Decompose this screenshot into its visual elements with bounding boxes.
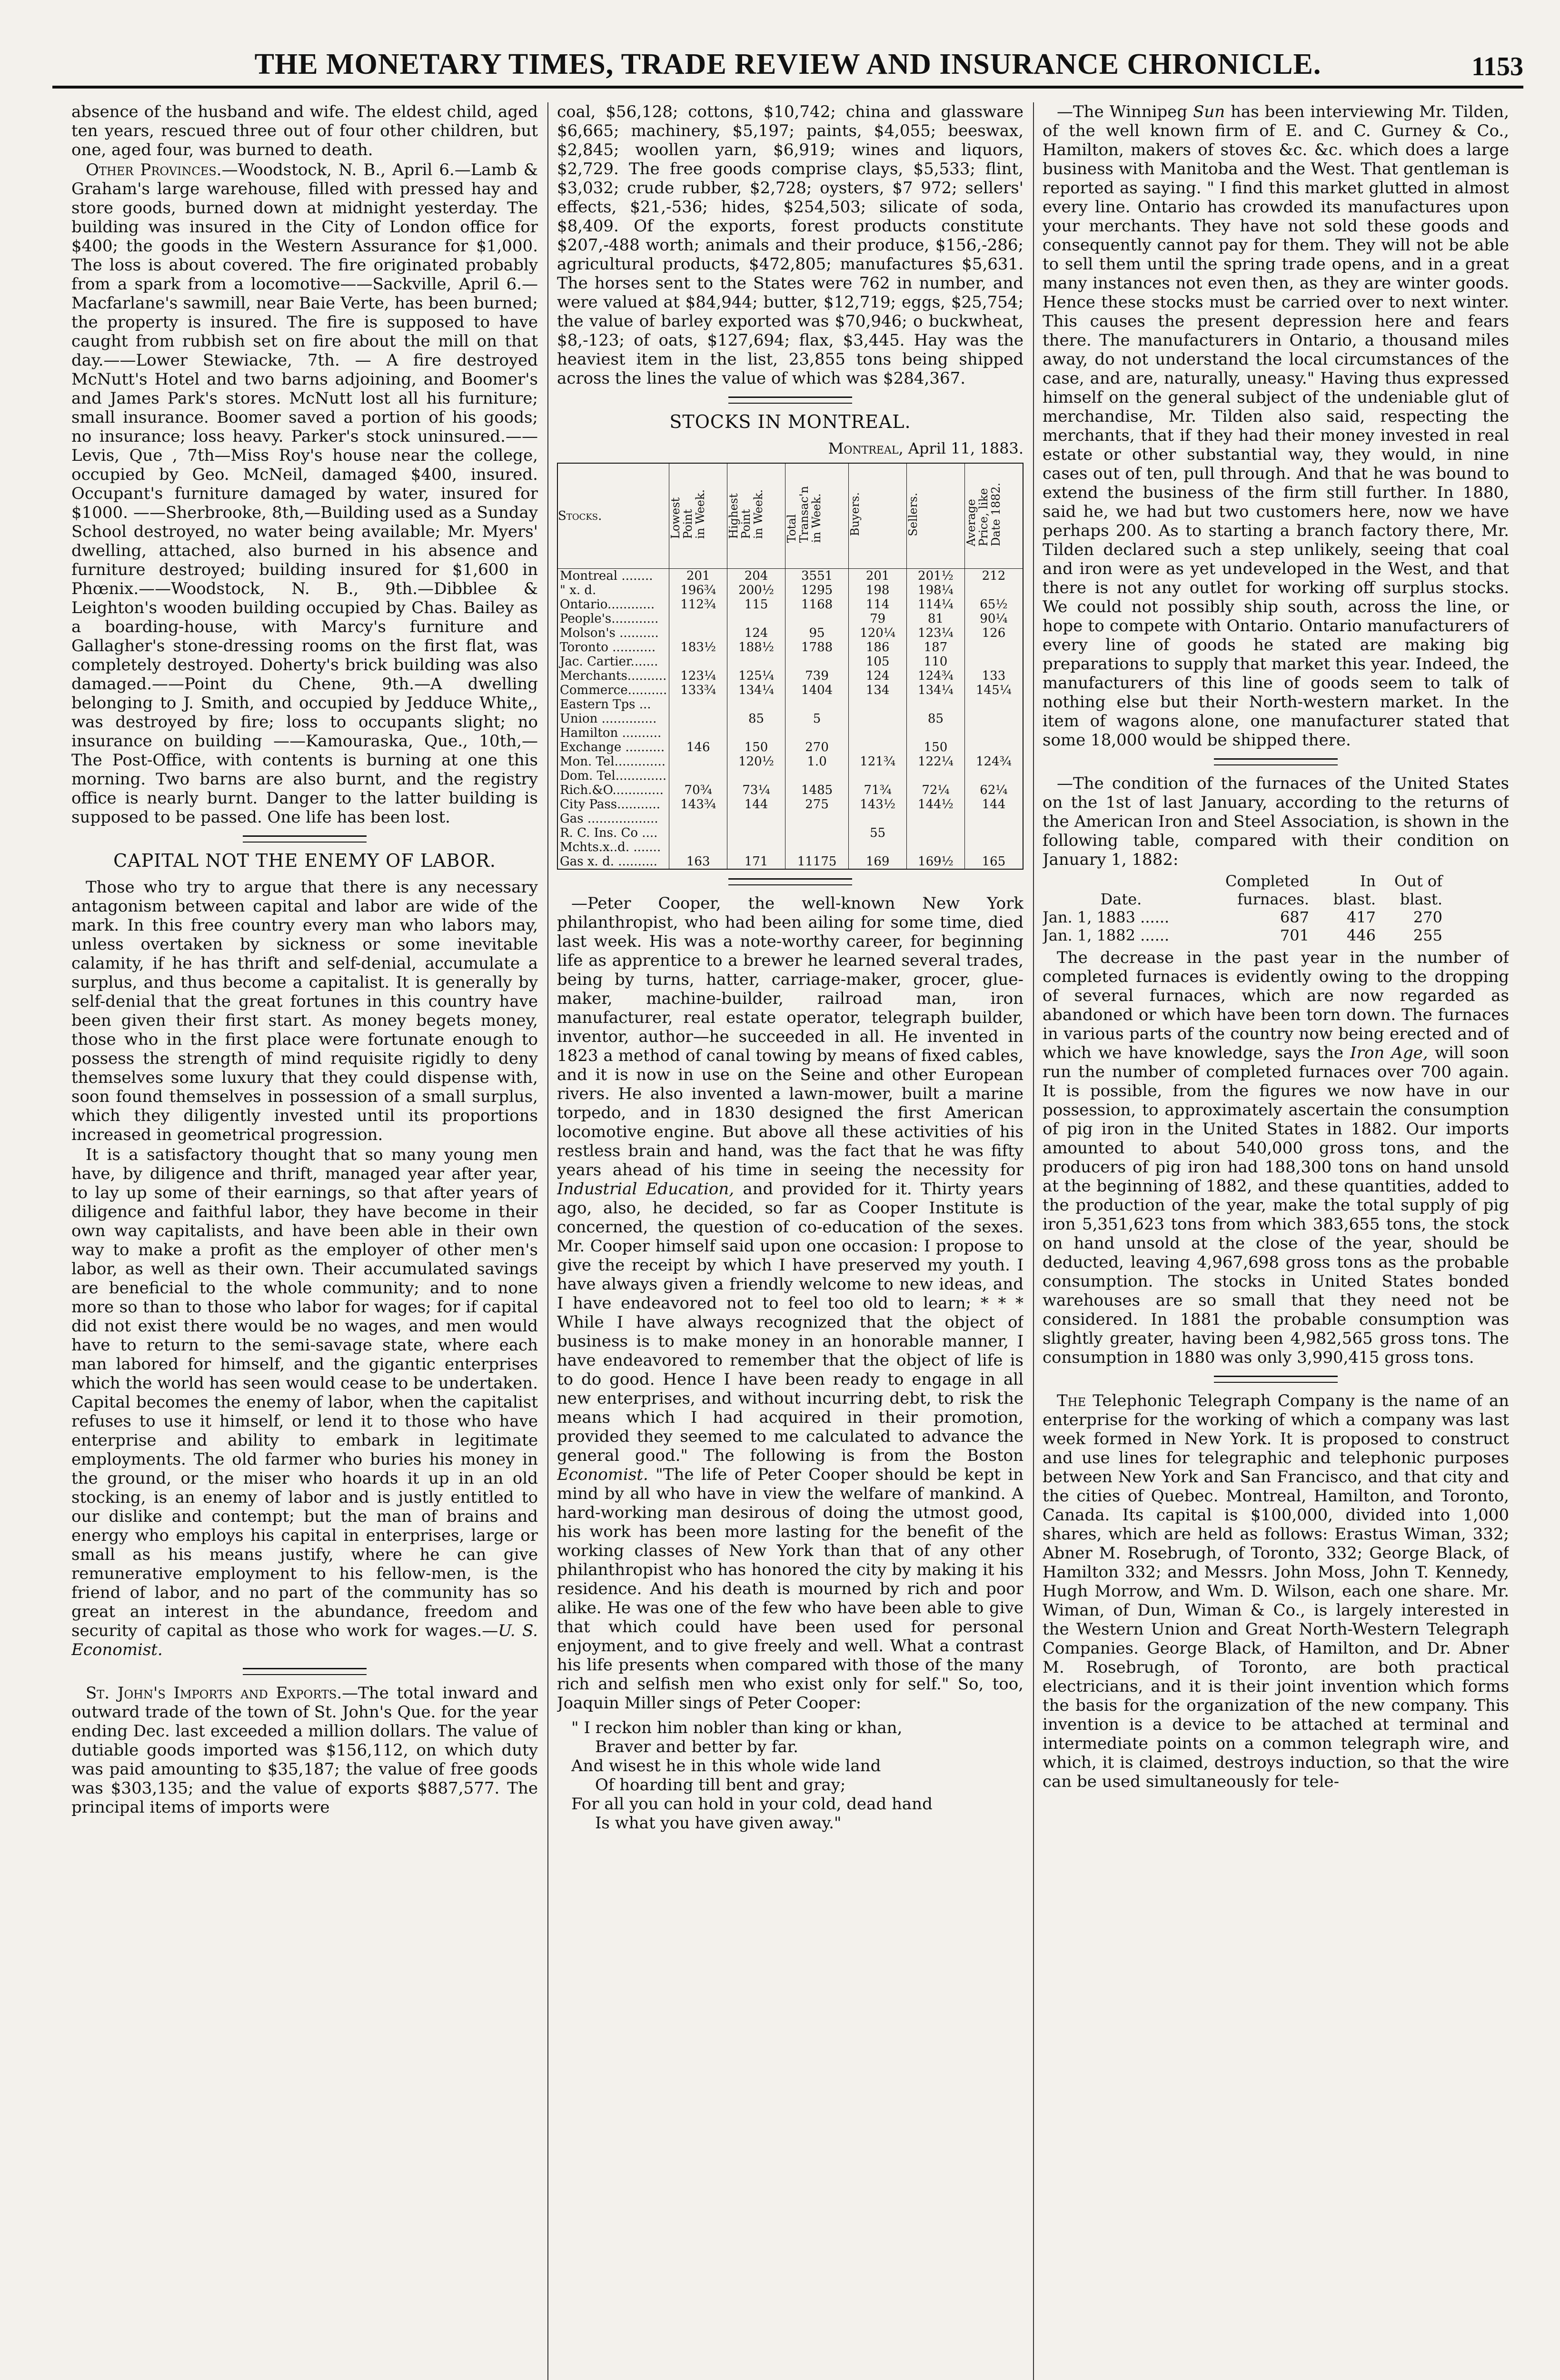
stock-value <box>669 654 727 669</box>
stock-name: Gas .................. <box>557 812 669 826</box>
stock-value: 11175 <box>785 854 848 869</box>
stock-value: 1788 <box>785 640 848 654</box>
stocks-row <box>557 783 1023 797</box>
furnace-header-row: Date. furnaces. blast. blast. <box>1100 890 1442 908</box>
stocks-row <box>557 669 1023 683</box>
stock-name: Rich.&O............. <box>557 783 669 797</box>
stock-name: Commerce.......... <box>557 683 669 697</box>
stock-value <box>727 812 785 826</box>
stock-value: 120½ <box>727 754 785 769</box>
stock-name: Union .............. <box>557 712 669 726</box>
stocks-row <box>557 840 1023 854</box>
stock-value: 171 <box>727 854 785 869</box>
capital-source: U. S. Economist. <box>71 1621 538 1659</box>
stock-value: 204 <box>727 569 785 584</box>
stock-name: Montreal ........ <box>557 569 669 584</box>
stock-value: 85 <box>907 712 965 726</box>
miller-verse <box>571 1718 1023 1833</box>
stock-name: Dom. Tel............. <box>557 769 669 783</box>
stocks-row <box>557 740 1023 754</box>
stock-value <box>907 726 965 740</box>
other-provinces-text: —Woodstock, N. B., April 6.—Lamb & Graham's large warehouse, filled with pressed hay and store goods, burned down at midnight yesterday. The building was insured in the City of London office for $400; the goods in the Western Assurance for $1,000. The loss is about covered. The fire originated probably from a spark from a locomotive——Sackville, April 6.—Macfarlane's sawmill, near Baie Verte, has been burned; the property is insured. The fire is supposed to have caught from rubbish set on fire about the mill on that day.——Lower Stewiacke, 7th. — A fire destroyed McNutt's Hotel and two barns adjoining, and Boomer's and James Park's stores. McNutt lost all his furniture; small insurance. Boomer saved a portion of his goods; no insurance; loss heavy. Parker's stock uninsured.——Levis, Que , 7th—Miss Roy's house near the college, occupied by Geo. McNeil, damaged $400, insured. Occupant's furniture damaged by water, insured for $1000. ——Sherbrooke, 8th,—Building used as a Sunday School destroyed, no water being available; Mr. Myers' dwelling, attached, also burned in his absence and furniture destroyed; building insured for $1,600 in Phœnix.——Woodstock, N. B., 9th.—Dibblee & Leighton's wooden building occupied by Chas. Bailey as a boarding-house, with Marcy's furniture and Gallagher's stone-dressing rooms on the first flat, was completely destroyed. Doherty's brick building was also damaged.——Point du Chene, 9th.—A dwelling belonging to J. Smith, and occupied by Jedduce White,, was destroyed by fire; loss to occupants slight; no insurance on building ——Kamouraska, Que., 10th,—The Post-Office, with contents is burning at one this morning. Two barns are also burnt, and the registry office is nearly burnt. Danger to the latter building is supposed to be passed. One life has been lost. <box>71 160 538 827</box>
stocks-row <box>557 826 1023 840</box>
stocks-row <box>557 797 1023 812</box>
stock-value: 143½ <box>849 797 907 812</box>
stock-value <box>727 769 785 783</box>
stock-value <box>964 654 1023 669</box>
stocks-row <box>557 769 1023 783</box>
stocks-col-header: Highest Point in Week. <box>727 463 785 569</box>
section-divider <box>243 835 367 843</box>
stock-value: 165 <box>964 854 1023 869</box>
stock-value: 169½ <box>907 854 965 869</box>
stock-value: 124 <box>849 669 907 683</box>
furnace-intro: —The condition of the furnaces of the United States on the 1st of last January, according to the returns of the American Iron and Steel Association, is shown in the following table, compared with their condition on January 1, 1882: <box>1043 774 1509 869</box>
stock-value: 3551 <box>785 569 848 584</box>
stock-value: 186 <box>849 640 907 654</box>
telephonic-paragraph: The Telephonic Telegraph Company is the name of an enterprise for the working of which a company was last week formed in New York. It is proposed to construct and use lines for telegraphic and telephonic purposes between New York and San Francisco, and that city and the cities of Quebec. Montreal, Hamilton, and Toronto, Canada. Its capital is $100,000, divided into 1,000 shares, which are held as follows: Erastus Wiman, 332; Abner M. Rosebrugh, of Toronto, 332; George Black, of Hamilton 332; and Messrs. John Moss, John T. Kennedy, Hugh Morrow, and Wm. D. Wilson, each one share. Mr. Wiman, of Dun, Wiman & Co., is largely interested in the Western Union and Great North-Western Telegraph Companies. George Black, of Hamilton, and Dr. Abner M. Rosebrugh, of Toronto, are both practical electricians, and it is their joint invention which forms the basis for the organization of the new company. This invention is a device to be attached at terminal and intermediate points on a common telegraph wire, and which, it is claimed, destroys induction, so that the wire can be used simultaneously for tele- <box>1043 1391 1509 1791</box>
boston-economist: Economist. <box>557 1465 648 1484</box>
stock-value: 133¾ <box>669 683 727 697</box>
stock-value: 146 <box>669 740 727 754</box>
furnace-row: Jan. 1, 1883 ...... 687 417 270 <box>1043 908 1442 926</box>
stock-value: 150 <box>727 740 785 754</box>
stocks-col-header: Lowest Point in Week. <box>669 463 727 569</box>
peter-cooper-paragraph: —Peter Cooper, the well-known New York philanthropist, who had been ailing for some time, died last week. His was a note-worthy career, for beginning life as apprentice to a brewer he learned several trades, being by turns, hatter, carriage-maker, grocer, glue-maker, machine-builder, railroad man, iron manufacturer, real estate operator, telegraph builder, inventor, author—he succeeded in all. He invented in 1823 a method of canal towing by means of fixed cables, and it is now in use on the Seine and other European rivers. He also invented a lawn-mower, built a marine torpedo, and in 1830 designed the first American locomotive engine. But above all these activities of his restless brain and hand, was the fact that he was fifty years ahead of his time in seeing the necessity for Industrial Education, and provided for it. Thirty years ago, also, he decided, so far as Cooper Institute is concerned, the question of co-education of the sexes. Mr. Cooper himself said upon one occasion: I propose to give the receipt by which I have preserved my youth. I have always given a friendly welcome to new ideas, and I have endeavored not to feel too old to learn; * * * While I have always recognized that the object of business is to make money in an honorable manner, I have endeavored to remember that the object of life is to do good. Hence I have been ready to engage in all new enterprises, and without incurring debt, to risk the means which I had acquired in their promotion, provided they seemed to me calculated to advance the general good." The following is from the Boston Economist. "The life of Peter Cooper should be kept in mind by all who have in view the welfare of mankind. A hard-working man desirous of doing the utmost good, his work has been more lasting for the benefit of the working classes of New York than that of any other philanthropist who has honored the city by making it his residence. And his death is mourned by rich and poor alike. He was one of the few who have been able to give that which could have been used for personal enjoyment, and to give freely and well. What a contrast his life presents when compared with those of the many rich and selfish men who exist only for self." So, too, Joaquin Miller sings of Peter Cooper: <box>557 894 1023 1713</box>
stock-value: 122¼ <box>907 754 965 769</box>
stock-value <box>964 840 1023 854</box>
stock-name: R. C. Ins. Co .... <box>557 826 669 840</box>
stock-value: 198¼ <box>907 583 965 597</box>
stock-value: 121¾ <box>849 754 907 769</box>
furnace-table <box>1043 872 1509 944</box>
stock-value <box>849 740 907 754</box>
stock-value <box>907 769 965 783</box>
stock-name: Hamilton .......... <box>557 726 669 740</box>
stock-name: Jac. Cartier....... <box>557 654 669 669</box>
iron-age: Iron Age, <box>1350 1043 1428 1062</box>
capital-paragraph-2 <box>71 1145 538 1659</box>
stock-value <box>785 612 848 626</box>
stock-value: 125¼ <box>727 669 785 683</box>
stock-value <box>785 812 848 826</box>
section-divider <box>1214 1376 1338 1383</box>
stock-value <box>727 612 785 626</box>
st-johns-text: —The total inward and outward trade of the town of St. John's Que. for the year ending Dec. last exceeded a million dollars. The value of dutiable goods imported was $156,112, on which duty was paid amounting to $35,187; the value of free goods was $303,135; and the value of exports $887,577. The principal items of imports were <box>71 1684 538 1817</box>
stock-value <box>964 640 1023 654</box>
stock-value <box>727 826 785 840</box>
stocks-row <box>557 583 1023 597</box>
stock-value: 144 <box>964 797 1023 812</box>
stock-value: 183½ <box>669 640 727 654</box>
stock-value: 120¼ <box>849 626 907 640</box>
stocks-row <box>557 569 1023 584</box>
furnace-header-row: Completed In Out of <box>1225 872 1442 890</box>
stock-value: 95 <box>785 626 848 640</box>
stock-value: 739 <box>785 669 848 683</box>
stock-value <box>669 826 727 840</box>
verse-line: Is what you have given away." <box>595 1814 842 1833</box>
stock-value: 133 <box>964 669 1023 683</box>
stock-value: 90¼ <box>964 612 1023 626</box>
stock-value <box>669 812 727 826</box>
stock-value: 212 <box>964 569 1023 584</box>
stock-value <box>669 769 727 783</box>
stock-value <box>849 769 907 783</box>
stock-value: 143¾ <box>669 797 727 812</box>
stocks-row <box>557 726 1023 740</box>
stock-value: 201 <box>669 569 727 584</box>
stock-value: 200½ <box>727 583 785 597</box>
masthead-title: THE MONETARY TIMES, TRADE REVIEW AND INSURANCE CHRONICLE. <box>254 48 1322 80</box>
stocks-date-place: Montreal, <box>828 439 904 457</box>
stock-value: 81 <box>907 612 965 626</box>
stock-value: 105 <box>849 654 907 669</box>
stock-name: Merchants.......... <box>557 669 669 683</box>
stock-value: 1404 <box>785 683 848 697</box>
stock-value: 188½ <box>727 640 785 654</box>
stocks-row <box>557 697 1023 712</box>
other-provinces-lead: Other Provinces. <box>86 160 222 179</box>
stock-value: 114 <box>849 597 907 612</box>
stocks-row <box>557 712 1023 726</box>
st-johns-lead: St. John's Imports and Exports. <box>86 1684 342 1703</box>
stock-value: 5 <box>785 712 848 726</box>
stocks-row <box>557 683 1023 697</box>
verse-line: For all you can hold in your cold, dead hand <box>571 1795 933 1814</box>
stock-value <box>964 812 1023 826</box>
stock-value: 62¼ <box>964 783 1023 797</box>
stock-value: 198 <box>849 583 907 597</box>
stock-value: 1295 <box>785 583 848 597</box>
stock-value: 115 <box>727 597 785 612</box>
stocks-col-header: Total Transac'n in Week. <box>785 463 848 569</box>
stock-value: 126 <box>964 626 1023 640</box>
stock-value: 169 <box>849 854 907 869</box>
stock-value: 275 <box>785 797 848 812</box>
stock-value <box>964 740 1023 754</box>
stocks-table-header <box>557 463 1023 569</box>
winnipeg-sun: Sun <box>1193 102 1225 121</box>
stock-value <box>964 697 1023 712</box>
stock-value <box>907 697 965 712</box>
stock-value: 112¾ <box>669 597 727 612</box>
stock-value: 144 <box>727 797 785 812</box>
stock-value <box>785 697 848 712</box>
stock-value: 114¼ <box>907 597 965 612</box>
capital-labor-heading: CAPITAL NOT THE ENEMY OF LABOR. <box>113 850 496 871</box>
stocks-row <box>557 854 1023 869</box>
furnace-paragraph: The decrease in the past year in the number of completed furnaces is evidently owing to the dropping of several furnaces, which are now regarded as abandoned or which have been torn down. The furnaces in various parts of the country now being erected and of which we have knowledge, says the Iron Age, will soon run the number of completed furnaces over 700 again. It is possible, from the figures we now have in our possession, to approximately ascertain the consumption of pig iron in the United States in 1882. Our imports amounted to about 540,000 gross tons, and the producers of pig iron had 188,300 tons on hand unsold at the beginning of 1882, and these quantities, added to the production of the year, make the total supply of pig iron 5,351,623 tons from which 383,655 tons, the stock on hand unsold at the close of the year, should be deducted, leaving 4,967,698 gross tons as the probable consumption. The stocks in United States bonded warehouses are so small that they need not be considered. In 1881 the probable consumption was slightly greater, having been 4,982,565 gross tons. The consumption in 1880 was only 3,990,415 gross tons. <box>1043 948 1509 1367</box>
stocks-row <box>557 812 1023 826</box>
stocks-row <box>557 626 1023 640</box>
stock-value <box>849 726 907 740</box>
stock-value: 70¾ <box>669 783 727 797</box>
page-number: 1153 <box>1471 52 1523 81</box>
stock-value: 1485 <box>785 783 848 797</box>
stock-value <box>785 840 848 854</box>
column-3 <box>1043 102 1509 2380</box>
stocks-date: April 11, 1883. <box>908 439 1023 457</box>
stocks-heading: STOCKS IN MONTREAL. <box>669 411 911 432</box>
stock-name: Gas x. d. .......... <box>557 854 669 869</box>
column-2 <box>557 102 1023 2380</box>
stock-value <box>964 769 1023 783</box>
stock-value <box>785 769 848 783</box>
stock-value: 123¼ <box>907 626 965 640</box>
stock-value <box>669 754 727 769</box>
section-divider <box>1214 758 1338 765</box>
stocks-col-header: Buyers. <box>849 463 907 569</box>
telephonic-lead: The <box>1057 1391 1086 1410</box>
stock-value: 201½ <box>907 569 965 584</box>
stock-value <box>727 654 785 669</box>
stock-name: Molson's .......... <box>557 626 669 640</box>
stock-value <box>727 697 785 712</box>
stock-value: 85 <box>727 712 785 726</box>
stock-value: 73¼ <box>727 783 785 797</box>
stock-value <box>849 812 907 826</box>
stock-value: 79 <box>849 612 907 626</box>
stocks-row <box>557 612 1023 626</box>
stock-value <box>849 697 907 712</box>
stock-value <box>669 612 727 626</box>
furnace-row: Jan. 1, 1882 ...... 701 446 255 <box>1043 926 1442 944</box>
stock-name: Exchange .......... <box>557 740 669 754</box>
fire-report-continued: absence of the husband and wife. The eldest child, aged ten years, rescued three out of four other children, but one, aged four, was burned to death. <box>71 102 538 159</box>
column-1 <box>71 102 538 2380</box>
stock-name: Mon. Tel............. <box>557 754 669 769</box>
stocks-col-header: Average Price, like Date 1882. <box>964 463 1023 569</box>
stock-value <box>727 726 785 740</box>
stock-name: People's............ <box>557 612 669 626</box>
verse-line: And wisest he in this whole wide land <box>571 1756 881 1775</box>
stock-value: 134¼ <box>907 683 965 697</box>
stock-value <box>669 712 727 726</box>
stock-value: 1.0 <box>785 754 848 769</box>
stocks-row <box>557 640 1023 654</box>
verse-line: Braver and better by far. <box>595 1737 798 1756</box>
stock-value <box>785 826 848 840</box>
verse-line: " I reckon him nobler than king or khan, <box>571 1718 903 1737</box>
stock-name: " x. d. <box>557 583 669 597</box>
stock-name: Ontario............ <box>557 597 669 612</box>
stock-value <box>964 826 1023 840</box>
stock-value: 71¾ <box>849 783 907 797</box>
other-provinces-paragraph <box>71 160 538 827</box>
stocks-table <box>557 463 1023 870</box>
stock-value: 55 <box>849 826 907 840</box>
stock-value <box>727 840 785 854</box>
page-header <box>52 14 1523 89</box>
stock-value: 123¼ <box>669 669 727 683</box>
stock-value: 144½ <box>907 797 965 812</box>
stock-value: 134¼ <box>727 683 785 697</box>
stock-name: Mchts.x..d. ....... <box>557 840 669 854</box>
stock-value: 124¾ <box>907 669 965 683</box>
winnipeg-sun-paragraph: —The Winnipeg Sun has been interviewing Mr. Tilden, of the well known firm of E. and C. Gurney & Co., Hamilton, makers of stoves &c. &c. which does a large business with Manitoba and the West. That gentleman is reported as saying. " I find this market glutted in almost every line. Ontario has crowded its manufactures upon your merchants. They have not sold these goods and consequently cannot pay for them. They will not be able to sell them until the spring trade opens, and in a great many instances not even then, as they are winter goods. Hence these stocks must be carried over to next winter. This causes the present depression here and fears there. The manufacturers in Ontario, a thousand miles away, do not understand the local circumstances of the case, and are, naturally, uneasy." Having thus expressed himself on the general subject of the undeniable glut of merchandise, Mr. Tilden also said, respecting the merchants, that if they had their money invested in real estate or other substantial way, they would, in nine cases out of ten, pull through. And that he was bound to extend the business of the firm still further. In 1880, said he, we had but two customers here, now we have perhaps 200. As to starting a branch factory there, Mr. Tilden declared such a step unlikely, seeing that coal and iron were as yet undeveloped in the West, and that there is not any outlet for working off surplus stocks. We could not possibly ship south, across the line, or hope to compete with Ontario. Ontario manufacturers of every line of goods he stated are making big preparations to supply that market this year. Indeed, the manufacturers of this line of goods seem to talk of nothing else but their North-western market. In the item of wagons alone, one manufacturer stated that some 18,000 would be shipped there. <box>1043 102 1509 750</box>
stock-value: 72¼ <box>907 783 965 797</box>
stock-value <box>669 697 727 712</box>
verse-line: Of hoarding till bent and gray; <box>595 1775 846 1795</box>
stock-value <box>907 812 965 826</box>
stock-value <box>907 826 965 840</box>
stock-value: 134 <box>849 683 907 697</box>
section-divider <box>728 878 852 885</box>
section-divider <box>243 1668 367 1675</box>
stock-value <box>964 583 1023 597</box>
capital-paragraph-1: Those who try to argue that there is any necessary antagonism between capital and labor are wide of the mark. In this free country every man who labors may, unless overtaken by sickness or some inevitable calamity, if he has thrift and self-denial, accumulate a surplus, and thus become a capitalist. It is generally by self-denial that the great fortunes in this country have been given their first start. As money begets money, those who in the first place were fortunate enough to possess the strength of mind requisite rigidly to deny themselves some luxury that they could dispense with, soon found themselves in possession of a small surplus, which they diligently invested until its proportions increased in geometrical progression. <box>71 878 538 1144</box>
stock-name: Toronto ........... <box>557 640 669 654</box>
stock-value: 124 <box>727 626 785 640</box>
industrial-education: Industrial Education, <box>557 1180 735 1199</box>
stock-value: 163 <box>669 854 727 869</box>
stock-value: 124¾ <box>964 754 1023 769</box>
stocks-col-header: Stocks. <box>557 463 669 569</box>
stock-value: 187 <box>907 640 965 654</box>
stock-value: 110 <box>907 654 965 669</box>
stock-value <box>964 726 1023 740</box>
stock-value <box>669 726 727 740</box>
capital-paragraph-2-text: It is a satisfactory thought that so many young men have, by diligence and thrift, managed year after year, to lay up some of their earnings, so that after years of diligence and faithful labor, they have become in their own way capitalists, and have been able in their own way to make a profit as the employer of other men's labor, as well as their own. Their accumulated savings are beneficial to the whole community; and to none more so than to those who labor for wages; for if capital did not exist there would be no wages, and men would have to return to the semi-savage state, where each man labored for himself, and the gigantic enterprises which the world has seen would cease to be undertaken. Capital becomes the enemy of labor, when the capitalist refuses to use it himself, or lend it to those who have enterprise and ability to embark in legitimate employments. The old farmer who buries his money in the ground, or the miser who hoards it up in an old stocking, is an enemy of labor and is justly entitled to our dislike and contempt; but the man of brains and energy who employs his capital in enterprises, large or small as his means justify, where he can give remunerative employment to his fellow-men, is the friend of labor, and no part of the community has so great an interest in the abundance, freedom and security of capital as those who work for wages.— <box>71 1145 538 1640</box>
stock-value: 270 <box>785 740 848 754</box>
stock-name: Eastern Tps ... <box>557 697 669 712</box>
stocks-dateline <box>557 439 1023 458</box>
stock-value: 145¼ <box>964 683 1023 697</box>
section-divider <box>728 397 852 404</box>
st-johns-paragraph <box>71 1684 538 1817</box>
column-rule-2 <box>1033 102 1034 2380</box>
stock-value: 196¾ <box>669 583 727 597</box>
stock-value: 201 <box>849 569 907 584</box>
stocks-table-body <box>557 569 1023 870</box>
stocks-col-header: Sellers. <box>907 463 965 569</box>
stock-value <box>669 626 727 640</box>
stock-value <box>785 654 848 669</box>
stock-value <box>669 840 727 854</box>
stock-value <box>849 840 907 854</box>
stock-value <box>785 726 848 740</box>
stock-value: 65½ <box>964 597 1023 612</box>
stock-value <box>907 840 965 854</box>
stock-name: City Pass........... <box>557 797 669 812</box>
stocks-row <box>557 597 1023 612</box>
column-rule-1 <box>547 102 548 2380</box>
stock-value: 1168 <box>785 597 848 612</box>
stock-value: 150 <box>907 740 965 754</box>
stocks-row <box>557 654 1023 669</box>
stock-value <box>849 712 907 726</box>
st-johns-continued: coal, $56,128; cottons, $10,742; china and glassware $6,665; machinery, $5,197; paints, $4,055; beeswax, $2,845; woollen yarn, $6,919; wines and liquors, $2,729. The free goods comprise clays, $5,533; flint, $3,032; crude rubber, $2,728; oysters, $7 972; sellers' effects, $21,-536; hides, $254,503; silicate of soda, $8,409. Of the exports, forest products constitute $207,-488 worth; animals and their produce, $156,-286; agricultural products, $472,805; manufactures $5,631. The horses sent to the States were 762 in number, and were valued at $84,944; butter, $12,719; eggs, $25,754; the value of barley exported was $70,946; o buckwheat, $8,-123; of oats, $127,694; flax, $3,445. Hay was the heaviest item in the list, 23,855 tons being shipped across the lines the value of which was $284,367. <box>557 102 1023 388</box>
stocks-row <box>557 754 1023 769</box>
stock-value <box>964 712 1023 726</box>
